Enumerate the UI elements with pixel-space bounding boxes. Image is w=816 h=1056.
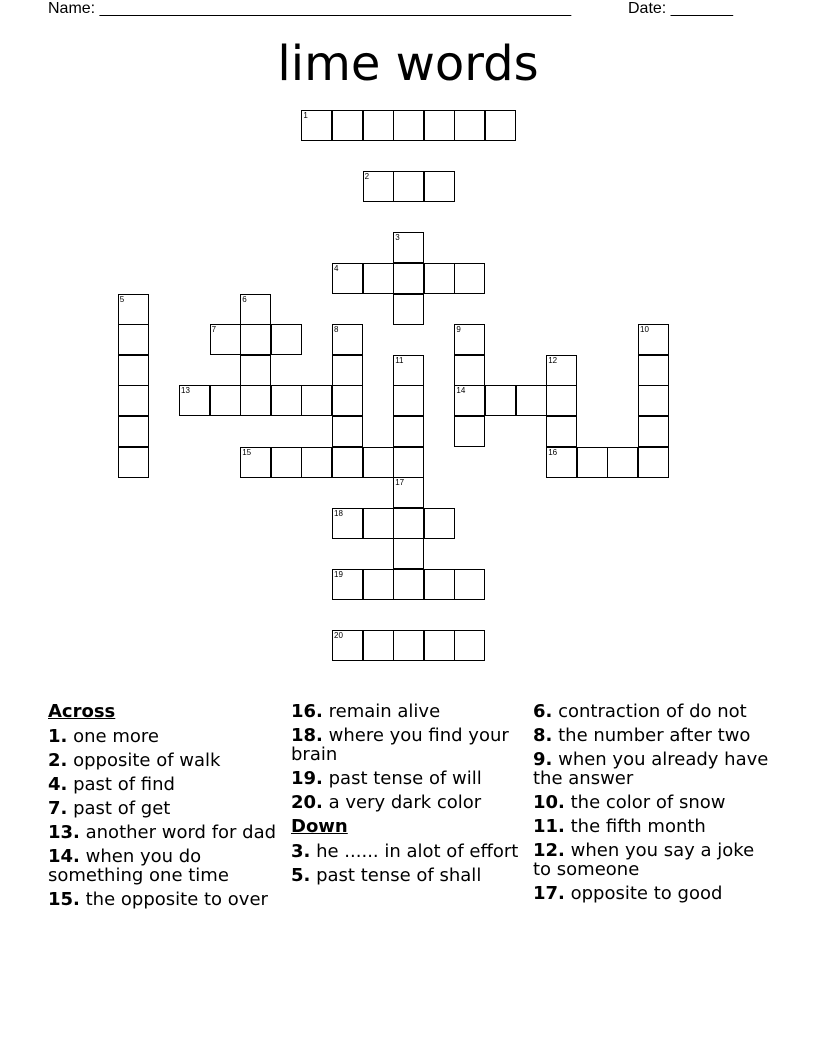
clue-number: 1. (48, 726, 68, 747)
clue-number: 3. (291, 841, 311, 862)
cell-number: 12 (548, 355, 558, 365)
cell-number: 2 (364, 172, 370, 182)
clue-number: 10. (533, 792, 565, 813)
clue-item (291, 793, 527, 812)
clue-number: 4. (48, 774, 68, 795)
cell-number: 6 (242, 294, 247, 304)
cell-number: 16 (548, 447, 558, 457)
cell-number: 3 (395, 233, 400, 243)
clue-column-1 (48, 702, 284, 914)
grid-cell[interactable] (393, 416, 424, 447)
grid-cell[interactable] (454, 416, 485, 447)
grid-cell[interactable] (638, 355, 669, 386)
grid-cell[interactable] (271, 324, 302, 355)
clue-text: past tense of shall (310, 865, 482, 886)
grid-cell[interactable] (485, 385, 516, 416)
clue-number: 19. (291, 768, 323, 789)
grid-cell[interactable] (485, 110, 516, 141)
grid-cell[interactable] (240, 355, 271, 386)
clue-text: he ...... in alot of effort (310, 841, 519, 862)
grid-cell[interactable] (393, 294, 424, 325)
grid-cell[interactable] (546, 416, 577, 447)
grid-cell[interactable] (577, 447, 608, 478)
grid-cell[interactable] (332, 630, 363, 661)
clue-text: a very dark color (322, 792, 482, 813)
grid-cell[interactable] (363, 263, 394, 294)
clue-number: 18. (291, 725, 323, 746)
grid-cell[interactable] (516, 385, 547, 416)
grid-cell[interactable] (393, 263, 424, 294)
grid-cell[interactable] (363, 569, 394, 600)
clue-text: where you find your brain (291, 725, 509, 765)
cell-number: 20 (334, 631, 343, 641)
cell-number: 9 (456, 325, 461, 335)
across-heading: Across (48, 701, 116, 722)
grid-cell[interactable] (454, 569, 485, 600)
grid-cell[interactable] (393, 569, 424, 600)
clue-item (48, 751, 284, 770)
grid-cell[interactable] (454, 110, 485, 141)
clue-text: when you say a joke to someone (533, 840, 755, 880)
clue-text: past of get (67, 798, 171, 819)
clue-number: 5. (291, 865, 311, 886)
clue-text: one more (67, 726, 159, 747)
grid-cell[interactable] (240, 385, 271, 416)
name-field[interactable]: Name: _____________________________________________________ (48, 0, 572, 17)
clue-text: contraction of do not (552, 701, 747, 722)
cell-number: 8 (334, 325, 339, 335)
grid-cell[interactable] (393, 232, 424, 263)
cell-number: 15 (242, 447, 252, 457)
clue-number: 6. (533, 701, 553, 722)
clue-item (533, 817, 769, 836)
clue-item (533, 726, 769, 745)
grid-cell[interactable] (393, 630, 424, 661)
grid-cell[interactable] (393, 171, 424, 202)
clue-number: 20. (291, 792, 323, 813)
grid-cell[interactable] (638, 324, 669, 355)
clue-text: the number after two (552, 725, 751, 746)
clue-item (533, 702, 769, 721)
grid-cell[interactable] (454, 263, 485, 294)
clue-item (291, 842, 527, 861)
grid-cell[interactable] (363, 630, 394, 661)
clue-number: 15. (48, 889, 80, 910)
puzzle-title: lime words (277, 36, 539, 92)
grid-cell[interactable] (363, 508, 394, 539)
grid-cell[interactable] (240, 447, 271, 478)
clue-item (291, 726, 527, 764)
grid-cell[interactable] (638, 385, 669, 416)
grid-cell[interactable] (393, 447, 424, 478)
clue-item (291, 769, 527, 788)
grid-cell[interactable] (271, 447, 302, 478)
cell-number: 18 (334, 508, 343, 518)
clue-text: past tense of will (322, 768, 482, 789)
clue-number: 14. (48, 846, 80, 867)
clue-number: 7. (48, 798, 68, 819)
grid-cell[interactable] (179, 385, 210, 416)
grid-cell[interactable] (271, 385, 302, 416)
grid-cell[interactable] (424, 171, 455, 202)
grid-cell[interactable] (332, 110, 363, 141)
clue-text: opposite of walk (67, 750, 221, 771)
cell-number: 19 (334, 570, 343, 579)
clue-item (48, 890, 284, 909)
grid-cell[interactable] (393, 538, 424, 569)
grid-cell[interactable] (607, 447, 638, 478)
grid-cell[interactable] (546, 447, 577, 478)
grid-cell[interactable] (363, 447, 394, 478)
clue-item (533, 750, 769, 788)
clue-number: 2. (48, 750, 68, 771)
clue-item (533, 884, 769, 903)
grid-cell[interactable] (301, 110, 332, 141)
clue-text: past of find (67, 774, 175, 795)
grid-cell[interactable] (454, 630, 485, 661)
grid-cell[interactable] (424, 569, 455, 600)
cell-number: 10 (640, 325, 649, 335)
grid-cell[interactable] (546, 385, 577, 416)
clue-number: 12. (533, 840, 565, 861)
cell-number: 1 (303, 111, 308, 120)
clue-item (48, 847, 284, 885)
grid-cell[interactable] (210, 324, 241, 355)
clue-item (48, 823, 284, 842)
date-field[interactable]: Date: _______ (628, 0, 733, 17)
grid-cell[interactable] (240, 324, 271, 355)
grid-cell[interactable] (424, 263, 455, 294)
clue-text: another word for dad (79, 822, 277, 843)
clue-number: 11. (533, 816, 565, 837)
clue-item (533, 841, 769, 879)
grid-cell[interactable] (332, 385, 363, 416)
grid-cell[interactable] (638, 416, 669, 447)
cell-number: 7 (211, 325, 217, 335)
clue-item (48, 727, 284, 746)
grid-cell[interactable] (393, 355, 424, 386)
cell-number: 11 (395, 355, 404, 365)
clue-text: remain alive (322, 701, 441, 722)
clue-item (48, 775, 284, 794)
grid-cell[interactable] (332, 508, 363, 539)
grid-cell[interactable] (638, 447, 669, 478)
grid-cell[interactable] (363, 171, 394, 202)
clue-text: opposite to good (564, 883, 723, 904)
grid-cell[interactable] (118, 294, 149, 325)
grid-cell[interactable] (210, 385, 241, 416)
clue-item (291, 702, 527, 721)
grid-cell[interactable] (393, 508, 424, 539)
clue-text: the opposite to over (79, 889, 268, 910)
clue-column-2 (291, 702, 527, 890)
clue-text: the fifth month (564, 816, 706, 837)
grid-cell[interactable] (332, 416, 363, 447)
clue-text: when you do something one time (48, 846, 229, 886)
grid-cell[interactable] (332, 447, 363, 478)
clue-number: 17. (533, 883, 565, 904)
cell-number: 14 (456, 386, 466, 396)
grid-cell[interactable] (118, 385, 149, 416)
grid-cell[interactable] (424, 508, 455, 539)
grid-cell[interactable] (454, 385, 485, 416)
grid-cell[interactable] (454, 355, 485, 386)
grid-cell[interactable] (424, 110, 455, 141)
clue-item (291, 866, 527, 885)
clue-number: 9. (533, 749, 553, 770)
grid-cell[interactable] (301, 385, 332, 416)
clue-text: when you already have the answer (533, 749, 769, 789)
grid-cell[interactable] (393, 477, 424, 508)
grid-cell[interactable] (118, 447, 149, 478)
grid-cell[interactable] (332, 263, 363, 294)
grid-cell[interactable] (332, 324, 363, 355)
grid-cell[interactable] (332, 355, 363, 386)
grid-cell[interactable] (546, 355, 577, 386)
down-heading: Down (291, 816, 348, 837)
grid-cell[interactable] (240, 294, 271, 325)
clue-column-3 (533, 702, 769, 908)
grid-cell[interactable] (363, 110, 394, 141)
cell-number: 5 (119, 294, 125, 304)
clue-number: 16. (291, 701, 323, 722)
grid-cell[interactable] (118, 324, 149, 355)
clue-item (533, 793, 769, 812)
grid-cell[interactable] (118, 355, 149, 386)
grid-cell[interactable] (118, 416, 149, 447)
cell-number: 13 (181, 386, 190, 396)
clue-item (48, 799, 284, 818)
clue-text: the color of snow (564, 792, 726, 813)
grid-cell[interactable] (393, 110, 424, 141)
grid-cell[interactable] (454, 324, 485, 355)
grid-cell[interactable] (301, 447, 332, 478)
clue-number: 8. (533, 725, 553, 746)
cell-number: 17 (395, 478, 405, 488)
grid-cell[interactable] (332, 569, 363, 600)
cell-number: 4 (334, 264, 339, 273)
grid-cell[interactable] (393, 385, 424, 416)
grid-cell[interactable] (424, 630, 455, 661)
clue-number: 13. (48, 822, 80, 843)
